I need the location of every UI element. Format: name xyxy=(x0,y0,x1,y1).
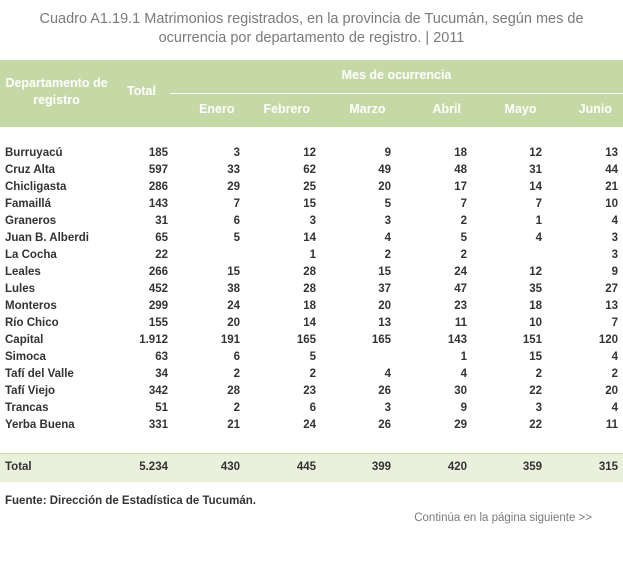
cell-month-2: 12 xyxy=(303,147,316,159)
cell-department: Leales xyxy=(5,266,41,278)
cell-month-5: 15 xyxy=(529,351,542,363)
table-body xyxy=(0,145,623,434)
cell-month-2: 165 xyxy=(296,334,316,346)
table-row xyxy=(0,366,623,383)
cell-month-4: 47 xyxy=(454,283,467,295)
cell-month-4: 30 xyxy=(454,385,467,397)
table-row xyxy=(0,332,623,349)
cell-department: Juan B. Alberdi xyxy=(5,232,89,244)
cell-month-1: 6 xyxy=(233,351,240,363)
cell-month-5: 22 xyxy=(529,385,542,397)
cell-month-1: 24 xyxy=(227,300,240,312)
table-title xyxy=(0,10,623,48)
cell-total: 5.234 xyxy=(139,461,168,473)
cell-month-1: 430 xyxy=(220,461,240,473)
cell-month-4: 5 xyxy=(460,232,467,244)
cell-month-2: 25 xyxy=(303,181,316,193)
cell-month-6: 20 xyxy=(605,385,618,397)
cell-total: 266 xyxy=(148,266,168,278)
cell-month-6: 2 xyxy=(611,368,618,380)
cell-month-6: 3 xyxy=(611,249,618,261)
cell-month-1: 21 xyxy=(227,419,240,431)
cell-month-6: 4 xyxy=(611,402,618,414)
cell-total: 34 xyxy=(155,368,168,380)
cell-month-2: 24 xyxy=(303,419,316,431)
cell-month-4: 4 xyxy=(460,368,467,380)
cell-month-5: 12 xyxy=(529,147,542,159)
cell-month-4: 24 xyxy=(454,266,467,278)
cell-month-3: 2 xyxy=(384,249,391,261)
cell-month-6: 4 xyxy=(611,215,618,227)
cell-department: Tafí Viejo xyxy=(5,385,56,397)
cell-month-3: 49 xyxy=(378,164,391,176)
cell-month-1: 29 xyxy=(227,181,240,193)
cell-month-5: 31 xyxy=(529,164,542,176)
cell-total: 31 xyxy=(155,215,168,227)
cell-total: 65 xyxy=(155,232,168,244)
table-row xyxy=(0,281,623,298)
cell-month-3: 3 xyxy=(384,215,391,227)
cell-month-3: 20 xyxy=(378,300,391,312)
cell-month-2: 62 xyxy=(303,164,316,176)
cell-month-2: 18 xyxy=(303,300,316,312)
cell-month-5: 10 xyxy=(529,317,542,329)
cell-total: 286 xyxy=(148,181,168,193)
source-note: Fuente: Dirección de Estadística de Tucumán. xyxy=(5,495,256,507)
cell-month-4: 48 xyxy=(454,164,467,176)
cell-department: Burruyacú xyxy=(5,147,63,159)
cell-month-6: 11 xyxy=(605,419,618,431)
table-row xyxy=(0,400,623,417)
cell-department: La Cocha xyxy=(5,249,57,261)
cell-total: 331 xyxy=(148,419,168,431)
cell-month-6: 21 xyxy=(605,181,618,193)
cell-department: Graneros xyxy=(5,215,57,227)
cell-month-1: 28 xyxy=(227,385,240,397)
cell-department: Monteros xyxy=(5,300,57,312)
header-month-group: Mes de ocurrencia xyxy=(341,68,452,82)
cell-month-1: 5 xyxy=(233,232,240,244)
cell-department: Trancas xyxy=(5,402,49,414)
cell-month-6: 44 xyxy=(605,164,618,176)
header-divider xyxy=(170,93,623,94)
cell-month-4: 9 xyxy=(460,402,467,414)
cell-month-6: 9 xyxy=(611,266,618,278)
cell-month-3: 20 xyxy=(378,181,391,193)
cell-month-3: 4 xyxy=(384,232,391,244)
continues-link[interactable]: Continúa en la página siguiente >> xyxy=(414,512,592,524)
cell-month-4: 143 xyxy=(447,334,467,346)
cell-department: Lules xyxy=(5,283,36,295)
table-row xyxy=(0,196,623,213)
table-row xyxy=(0,162,623,179)
table-row xyxy=(0,179,623,196)
table-header xyxy=(0,60,623,127)
table-row xyxy=(0,383,623,400)
cell-total: 1.912 xyxy=(139,334,168,346)
cell-month-4: 420 xyxy=(447,461,467,473)
cell-department: Famaillá xyxy=(5,198,52,210)
cell-month-2: 3 xyxy=(309,215,316,227)
header-month-abril: Abril xyxy=(432,102,461,116)
cell-total: 342 xyxy=(148,385,168,397)
cell-total: 452 xyxy=(148,283,168,295)
cell-month-5: 4 xyxy=(535,232,542,244)
cell-department: Cruz Alta xyxy=(5,164,56,176)
cell-month-1: 2 xyxy=(233,368,240,380)
title-line-2: ocurrencia por departamento de registro. | 2011 xyxy=(158,30,465,46)
table-row xyxy=(0,213,623,230)
table-row xyxy=(0,349,623,366)
cell-month-4: 23 xyxy=(454,300,467,312)
cell-month-3: 4 xyxy=(384,368,391,380)
cell-department: Río Chico xyxy=(5,317,59,329)
cell-month-2: 1 xyxy=(309,249,316,261)
cell-month-3: 9 xyxy=(384,147,391,159)
cell-month-5: 14 xyxy=(529,181,542,193)
cell-month-2: 2 xyxy=(309,368,316,380)
cell-month-1: 7 xyxy=(233,198,240,210)
cell-month-3: 3 xyxy=(384,402,391,414)
cell-month-2: 445 xyxy=(296,461,316,473)
cell-month-5: 359 xyxy=(522,461,542,473)
cell-month-4: 2 xyxy=(460,249,467,261)
table-row xyxy=(0,230,623,247)
cell-month-6: 10 xyxy=(605,198,618,210)
table-row xyxy=(0,145,623,162)
header-department: Departamento de registro xyxy=(5,76,108,107)
cell-month-2: 6 xyxy=(309,402,316,414)
cell-month-4: 1 xyxy=(460,351,467,363)
header-month-febrero: Febrero xyxy=(263,102,310,116)
cell-month-4: 17 xyxy=(454,181,467,193)
cell-department: Chicligasta xyxy=(5,181,67,193)
cell-month-5: 18 xyxy=(529,300,542,312)
cell-month-1: 2 xyxy=(233,402,240,414)
table-row xyxy=(0,417,623,434)
cell-total: 22 xyxy=(155,249,168,261)
title-line-1: Cuadro A1.19.1 Matrimonios registrados, en la provincia de Tucumán, según mes de xyxy=(39,11,584,27)
cell-month-4: 2 xyxy=(460,215,467,227)
header-month-marzo: Marzo xyxy=(349,102,386,116)
cell-total: 63 xyxy=(155,351,168,363)
cell-month-3: 15 xyxy=(378,266,391,278)
cell-total: 185 xyxy=(148,147,168,159)
total-row-band xyxy=(0,453,623,482)
cell-month-2: 23 xyxy=(303,385,316,397)
cell-month-2: 15 xyxy=(303,198,316,210)
cell-department: Tafí del Valle xyxy=(5,368,74,380)
cell-month-1: 15 xyxy=(227,266,240,278)
cell-month-6: 120 xyxy=(598,334,618,346)
cell-department: Yerba Buena xyxy=(5,419,75,431)
header-month-junio: Junio xyxy=(578,102,612,116)
cell-month-3: 26 xyxy=(378,385,391,397)
cell-month-1: 3 xyxy=(233,147,240,159)
header-month-enero: Enero xyxy=(199,102,235,116)
cell-month-1: 33 xyxy=(227,164,240,176)
cell-month-4: 18 xyxy=(454,147,467,159)
cell-month-6: 13 xyxy=(605,147,618,159)
cell-month-2: 14 xyxy=(303,232,316,244)
cell-month-1: 191 xyxy=(220,334,240,346)
cell-month-3: 399 xyxy=(371,461,391,473)
cell-month-6: 3 xyxy=(611,232,618,244)
cell-month-5: 12 xyxy=(529,266,542,278)
cell-month-2: 14 xyxy=(303,317,316,329)
cell-month-5: 2 xyxy=(535,368,542,380)
cell-month-5: 151 xyxy=(522,334,542,346)
cell-department: Capital xyxy=(5,334,44,346)
cell-total: 143 xyxy=(148,198,168,210)
cell-department: Total xyxy=(5,461,32,473)
cell-month-5: 35 xyxy=(529,283,542,295)
cell-total: 597 xyxy=(148,164,168,176)
cell-month-4: 29 xyxy=(454,419,467,431)
cell-month-2: 5 xyxy=(309,351,316,363)
table-row xyxy=(0,247,623,264)
header-month-mayo: Mayo xyxy=(504,102,537,116)
cell-month-4: 7 xyxy=(460,198,467,210)
cell-month-5: 22 xyxy=(529,419,542,431)
cell-month-2: 28 xyxy=(303,283,316,295)
cell-month-5: 1 xyxy=(535,215,542,227)
cell-month-3: 165 xyxy=(371,334,391,346)
cell-month-6: 315 xyxy=(598,461,618,473)
cell-month-6: 27 xyxy=(605,283,618,295)
cell-total: 155 xyxy=(148,317,168,329)
cell-department: Simoca xyxy=(5,351,46,363)
cell-month-5: 3 xyxy=(535,402,542,414)
cell-month-6: 7 xyxy=(611,317,618,329)
cell-month-3: 26 xyxy=(378,419,391,431)
table-row xyxy=(0,315,623,332)
cell-month-6: 4 xyxy=(611,351,618,363)
cell-month-4: 11 xyxy=(454,317,467,329)
cell-month-1: 20 xyxy=(227,317,240,329)
cell-month-6: 13 xyxy=(605,300,618,312)
cell-total: 299 xyxy=(148,300,168,312)
cell-total: 51 xyxy=(155,402,168,414)
header-total: Total xyxy=(127,84,156,98)
cell-month-2: 28 xyxy=(303,266,316,278)
cell-month-3: 5 xyxy=(384,198,391,210)
cell-month-3: 37 xyxy=(378,283,391,295)
cell-month-1: 6 xyxy=(233,215,240,227)
table-row xyxy=(0,264,623,281)
cell-month-5: 7 xyxy=(535,198,542,210)
cell-month-1: 38 xyxy=(227,283,240,295)
cell-month-3: 13 xyxy=(378,317,391,329)
table-row xyxy=(0,298,623,315)
total-row xyxy=(0,459,623,476)
